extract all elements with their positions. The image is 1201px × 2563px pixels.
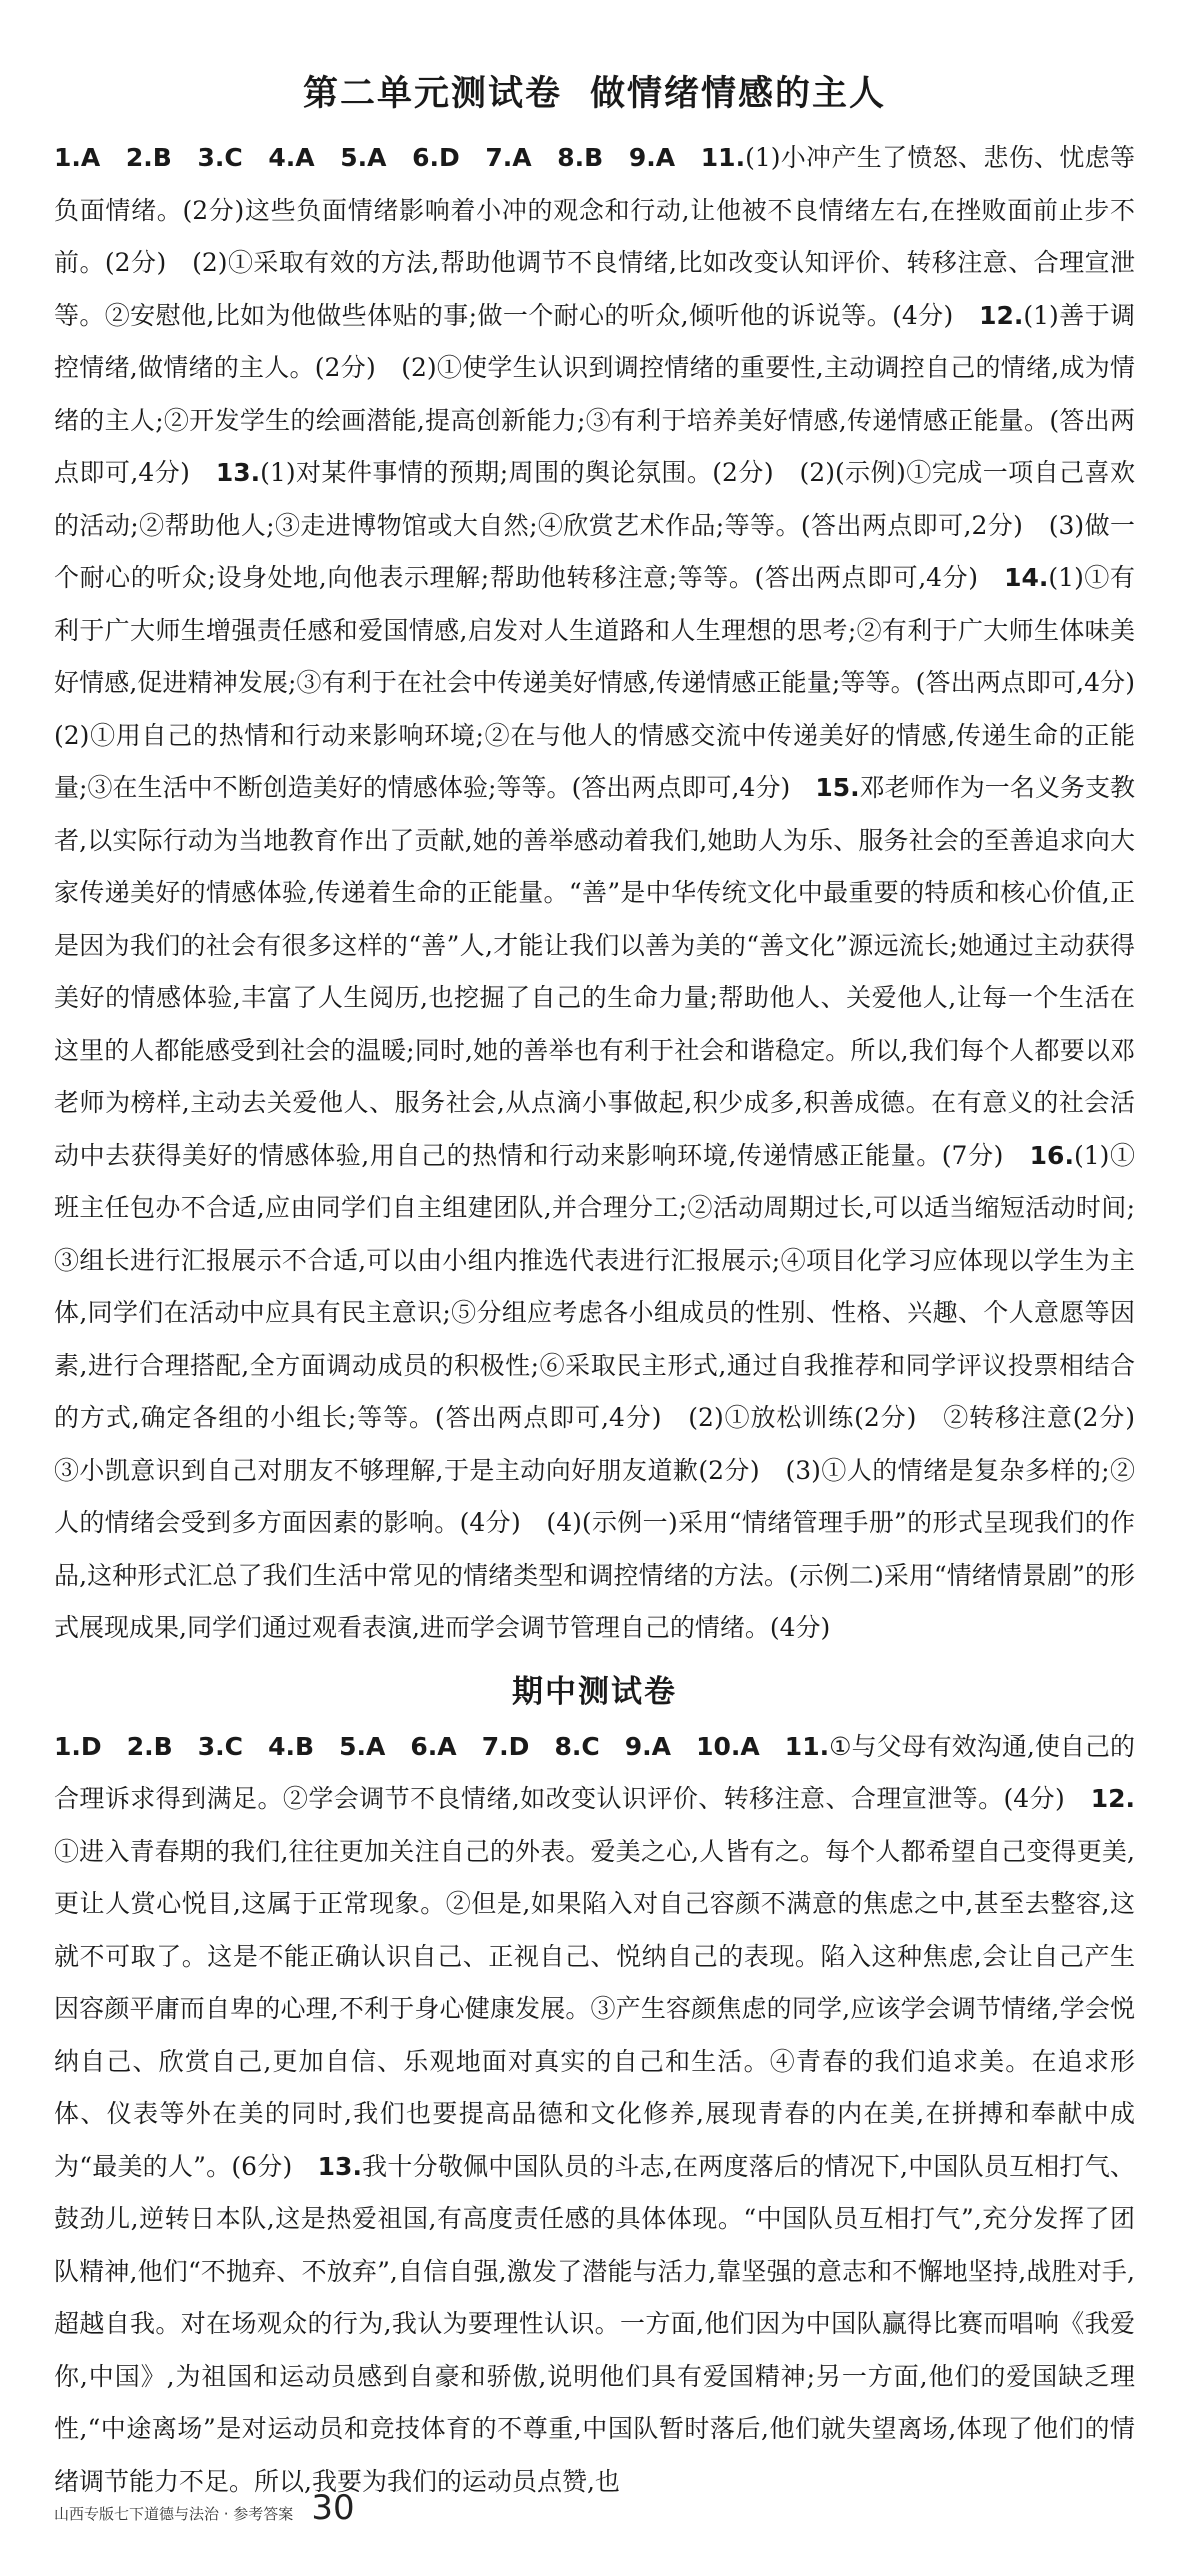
- page-footer: [54, 2488, 355, 2528]
- q15-answer: 邓老师作为一名义务支教者,以实际行动为当地教育作出了贡献,她的善举感动着我们,她助人为乐、服务社会的至善追求向大家传递美好的情感体验,传递着生命的正能量。“善”是中华传统文化中最重要的特质和核心价值,正是因为我们的社会有很多这样的“善”人,才能让我们以善为美的“善文化”源远流长;她通过主动获得美好的情感体验,丰富了人生阅历,也挖掘了自己的生命力量;帮助他人、关爱他人,让每一个生活在这里的人都能感受到社会的温暖;同时,她的善举也有利于社会和谐稳定。所以,我们每个人都要以邓老师为榜样,主动去关爱他人、服务社会,从点滴小事做起,积少成多,积善成德。在有意义的社会活动中去获得美好的情感体验,用自己的热情和行动来影响环境,传递情感正能量。(7分): [54, 773, 1135, 1170]
- section2-answers: [54, 1721, 1135, 2509]
- midterm-q12-answer: ①进入青春期的我们,往往更加关注自己的外表。爱美之心,人皆有之。每个人都希望自己变得更美,更让人赏心悦目,这属于正常现象。②但是,如果陷入对自己容颜不满意的焦虑之中,甚至去整容,这就不可取了。这是不能正确认识自己、正视自己、悦纳自己的表现。陷入这种焦虑,会让自己产生因容颜平庸而自卑的心理,不利于身心健康发展。③产生容颜焦虑的同学,应该学会调节情绪,学会悦纳自己、欣赏自己,更加自信、乐观地面对真实的自己和生活。④青春的我们追求美。在追求形体、仪表等外在美的同时,我们也要提高品德和文化修养,展现青春的内在美,在拼搏和奉献中成为“最美的人”。(6分): [54, 1836, 1135, 2181]
- midterm-q12-number: 12.: [1090, 1784, 1135, 1813]
- q16-answer: (1)①班主任包办不合适,应由同学们自主组建团队,并合理分工;②活动周期过长,可以适当缩短活动时间;③组长进行汇报展示不合适,可以由小组内推选代表进行汇报展示;④项目化学习应体现以学生为主体,同学们在活动中应具有民主意识;⑤分组应考虑各小组成员的性别、性格、兴趣、个人意愿等因素,进行合理搭配,全方面调动成员的积极性;⑥采取民主形式,通过自我推荐和同学评议投票相结合的方式,确定各组的小组长;等等。(答出两点即可,4分) (2)①放松训练(2分) ②转移注意(2分) ③小凯意识到自己对朋友不够理解,于是主动向好朋友道歉(2分) (3)①人的情绪是复杂多样的;②人的情绪会受到多方面因素的影响。(4分) (4)(示例一)采用“情绪管理手册”的形式呈现我们的作品,这种形式汇总了我们生活中常见的情绪类型和调控情绪的方法。(示例二)采用“情绪情景剧”的形式展现成果,同学们通过观看表演,进而学会调节管理自己的情绪。(4分): [54, 1140, 1161, 1642]
- section1-mc-answers: 1.A 2.B 3.C 4.A 5.A 6.D 7.A 8.B 9.A: [54, 143, 676, 172]
- q16-number: 16.: [1029, 1140, 1074, 1170]
- section1-title-main: 第二单元测试卷: [302, 74, 562, 114]
- midterm-q11-number: 11.: [784, 1731, 830, 1761]
- q14-number: 14.: [1004, 563, 1049, 592]
- page-number: 30: [311, 2488, 355, 2528]
- q12-answer: (1)善于调控情绪,做情绪的主人。(2分) (2)①使学生认识到调控情绪的重要性,主动调控自己的情绪,成为情绪的主人;②开发学生的绘画潜能,提高创新能力;③有利于培养美好情感,传递情感正能量。(答出两点即可,4分): [54, 300, 1135, 487]
- footer-book-title: 山西专版七下道德与法治 · 参考答案: [54, 2505, 294, 2523]
- q15-number: 15.: [815, 773, 860, 802]
- section1-title: [54, 70, 1135, 118]
- q12-number: 12.: [979, 300, 1024, 330]
- section2-title: 期中测试卷: [512, 1673, 677, 1710]
- q14-answer: (1)①有利于广大师生增强责任感和爱国情感,启发对人生道路和人生理想的思考;②有利于广大师生体味美好情感,促进精神发展;③有利于在社会中传递美好情感,传递情感正能量;等等。(答出两点即可,4分) (2)①用自己的热情和行动来影响环境;②在与他人的情感交流中传递美好的情感,传递生命的正能量;③在生活中不断创造美好的情感体验;等等。(答出两点即可,4分): [54, 563, 1161, 802]
- midterm-q13-answer: 我十分敬佩中国队员的斗志,在两度落后的情况下,中国队员互相打气、鼓劲儿,逆转日本队,这是热爱祖国,有高度责任感的具体体现。“中国队员互相打气”,充分发挥了团队精神,他们“不抛弃、不放弃”,自信自强,激发了潜能与活力,靠坚强的意志和不懈地坚持,战胜对手,超越自我。对在场观众的行为,我认为要理性认识。一方面,他们因为中国队赢得比赛而唱响《我爱你,中国》,为祖国和运动员感到自豪和骄傲,说明他们具有爱国精神;另一方面,他们的爱国缺乏理性,“中途离场”是对运动员和竞技体育的不尊重,中国队暂时落后,他们就失望离场,体现了他们的情绪调节能力不足。所以,我要为我们的运动员点赞,也: [54, 2151, 1135, 2496]
- midterm-q11-answer: ①与父母有效沟通,使自己的合理诉求得到满足。②学会调节不良情绪,如改变认识评价、转移注意、合理宣泄等。(4分): [54, 1731, 1135, 1813]
- midterm-q13-number: 13.: [317, 2151, 362, 2181]
- section1-answers: [54, 132, 1161, 1655]
- q13-answer: (1)对某件事情的预期;周围的舆论氛围。(2分) (2)(示例)①完成一项自己喜欢的活动;②帮助他人;③走进博物馆或大自然;④欣赏艺术作品;等等。(答出两点即可,2分) (3)做一个耐心的听众;设身处地,向他表示理解;帮助他转移注意;等等。(答出两点即可,4分): [54, 458, 1136, 592]
- q11-answer: (1)小冲产生了愤怒、悲伤、忧虑等负面情绪。(2分)这些负面情绪影响着小冲的观念和行动,让他被不良情绪左右,在挫败面前止步不前。(2分) (2)①采取有效的方法,帮助他调节不良情绪,比如改变认知评价、转移注意、合理宣泄等。②安慰他,比如为他做些体贴的事;做一个耐心的听众,倾听他的诉说等。(4分): [54, 143, 1135, 330]
- q13-number: 13.: [215, 458, 261, 487]
- section2-mc-answers: 1.D 2.B 3.C 4.B 5.A 6.A 7.D 8.C 9.A 10.A: [54, 1731, 760, 1761]
- section1-title-sub: 做情绪情感的主人: [590, 74, 887, 114]
- q11-number: 11.: [700, 143, 746, 172]
